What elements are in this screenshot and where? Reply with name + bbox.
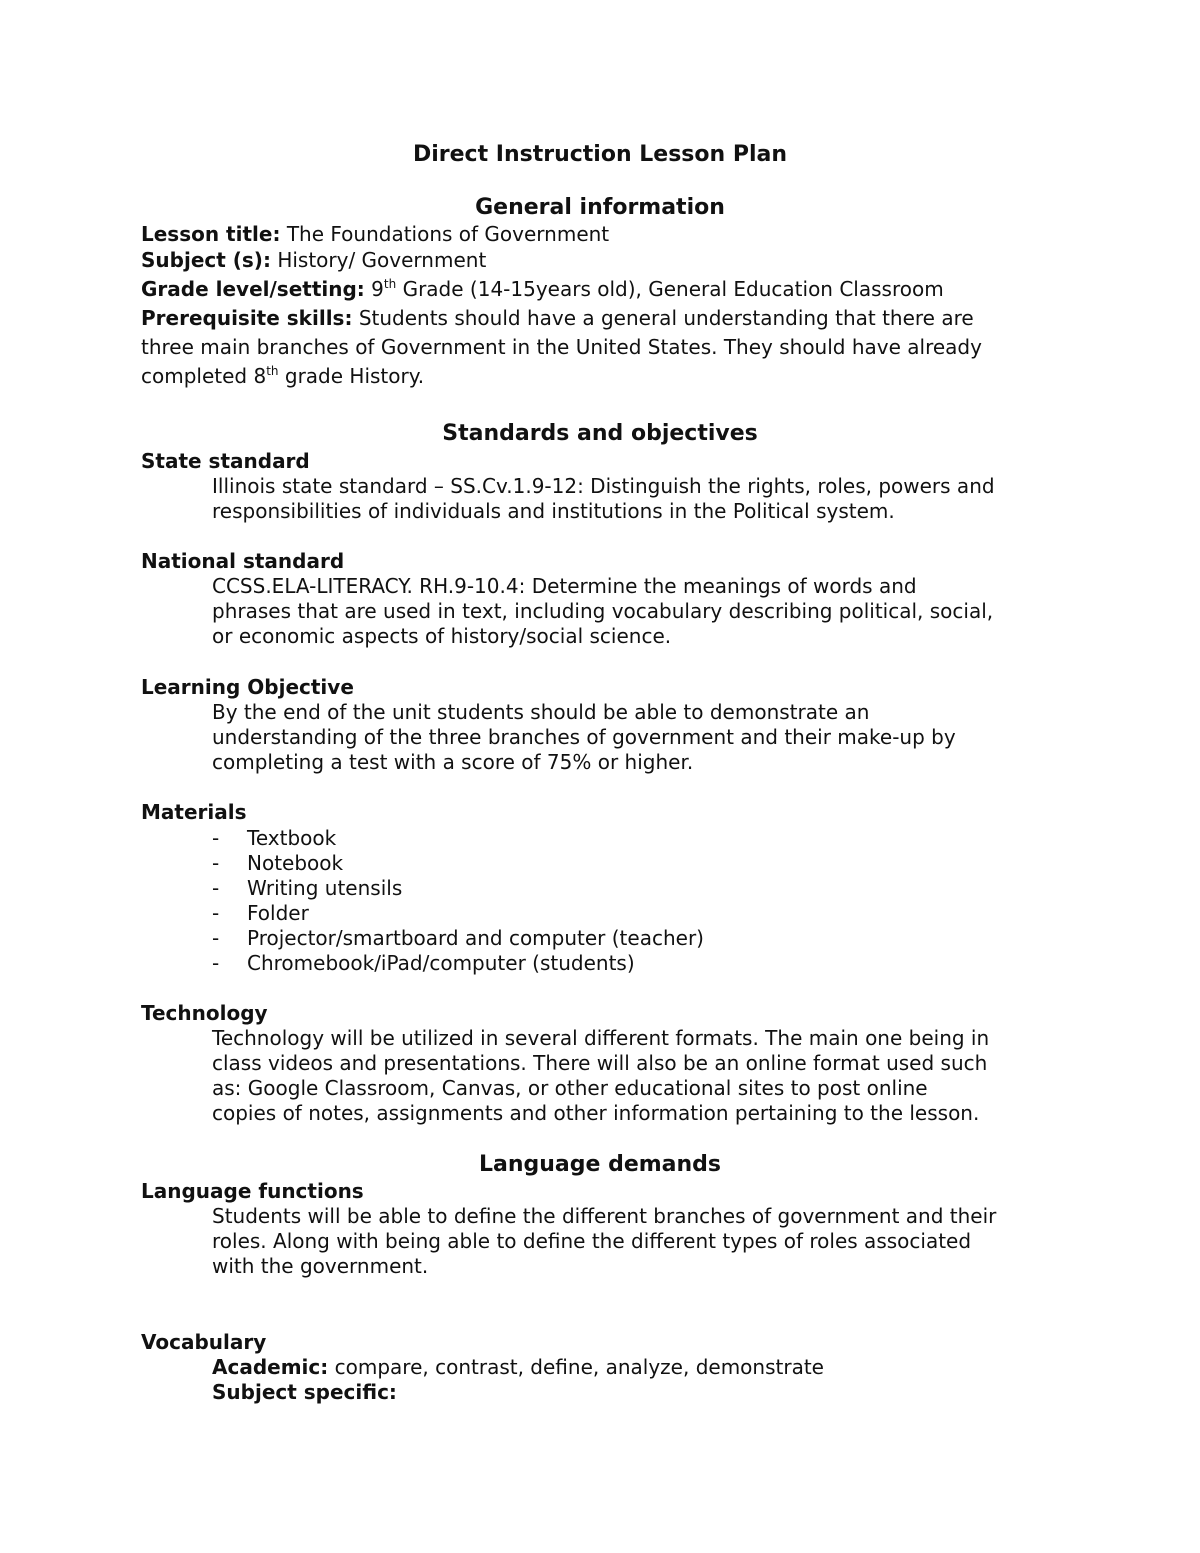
prerequisite-superscript: th	[266, 364, 279, 378]
grade-number: 9	[371, 277, 384, 301]
learning-objective-line-2: understanding of the three branches of government and their make-up by	[212, 725, 956, 749]
prerequisite-text-line-1: Students should have a general understanding that there are	[358, 306, 974, 330]
materials-item: Writing utensils	[247, 876, 403, 900]
grade-level-label: Grade level/setting:	[141, 277, 365, 301]
standards-heading: Standards and objectives	[442, 421, 758, 446]
language-functions-line-3: with the government.	[212, 1254, 429, 1278]
materials-item: Notebook	[247, 851, 344, 875]
technology-line-2: class videos and presentations. There will also be an online format used such	[212, 1051, 988, 1075]
national-standard-line-3: or economic aspects of history/social science.	[212, 624, 672, 648]
materials-item: Chromebook/iPad/computer (students)	[247, 951, 635, 975]
technology-label: Technology	[141, 1001, 268, 1025]
materials-bullet: -	[212, 901, 220, 925]
prerequisite-text-completed: completed 8	[141, 364, 267, 388]
learning-objective-line-1: By the end of the unit students should be able to demonstrate an	[212, 700, 870, 724]
prerequisite-label: Prerequisite skills:	[141, 306, 353, 330]
grade-superscript: th	[383, 277, 397, 291]
general-information-heading: General information	[475, 195, 725, 220]
materials-item: Projector/smartboard and computer (teacher)	[247, 926, 704, 950]
technology-line-4: copies of notes, assignments and other information pertaining to the lesson.	[212, 1101, 980, 1125]
language-functions-line-1: Students will be able to define the different branches of government and their	[212, 1204, 997, 1228]
grade-level-value: Grade (14-15years old), General Education Classroom	[402, 277, 944, 301]
state-standard-line-2: responsibilities of individuals and institutions in the Political system.	[212, 499, 895, 523]
technology-line-3: as: Google Classroom, Canvas, or other educational sites to post online	[212, 1076, 928, 1100]
language-functions-label: Language functions	[141, 1179, 364, 1203]
learning-objective-line-3: completing a test with a score of 75% or higher.	[212, 750, 694, 774]
national-standard-line-1: CCSS.ELA-LITERACY. RH.9-10.4: Determine the meanings of words and	[212, 574, 917, 598]
lesson-title-label: Lesson title:	[141, 222, 281, 246]
document-title: Direct Instruction Lesson Plan	[412, 142, 788, 167]
academic-value: compare, contrast, define, analyze, demonstrate	[334, 1355, 824, 1379]
learning-objective-label: Learning Objective	[141, 675, 354, 699]
academic-label: Academic:	[212, 1355, 329, 1379]
subject-row	[141, 248, 486, 273]
academic-vocabulary-row	[212, 1355, 824, 1380]
materials-bullet: -	[212, 876, 220, 900]
lesson-title-row	[141, 222, 609, 247]
language-functions-line-2: roles. Along with being able to define the different types of roles associated	[212, 1229, 972, 1253]
materials-label: Materials	[141, 800, 247, 824]
grade-level-row	[141, 277, 944, 302]
materials-bullet: -	[212, 951, 220, 975]
language-demands-heading: Language demands	[478, 1152, 722, 1177]
subject-value: History/ Government	[277, 248, 487, 272]
materials-item: Folder	[247, 901, 309, 925]
materials-item: Textbook	[247, 826, 337, 850]
materials-bullet: -	[212, 851, 220, 875]
prerequisite-row	[141, 306, 974, 331]
prerequisite-text-line-3	[141, 364, 424, 389]
subject-label: Subject (s):	[141, 248, 271, 272]
subject-specific-label: Subject specific:	[212, 1380, 397, 1404]
vocabulary-label: Vocabulary	[141, 1330, 267, 1354]
national-standard-label: National standard	[141, 549, 345, 573]
prerequisite-text-history: grade History.	[284, 364, 425, 388]
technology-line-1: Technology will be utilized in several different formats. The main one being in	[212, 1026, 990, 1050]
materials-bullet: -	[212, 826, 220, 850]
lesson-title-value: The Foundations of Government	[286, 222, 610, 246]
prerequisite-text-line-2: three main branches of Government in the United States. They should have already	[141, 335, 982, 359]
materials-bullet: -	[212, 926, 220, 950]
state-standard-line-1: Illinois state standard – SS.Cv.1.9-12: Distinguish the rights, roles, powers and	[212, 474, 995, 498]
national-standard-line-2: phrases that are used in text, including vocabulary describing political, social,	[212, 599, 994, 623]
state-standard-label: State standard	[141, 449, 310, 473]
